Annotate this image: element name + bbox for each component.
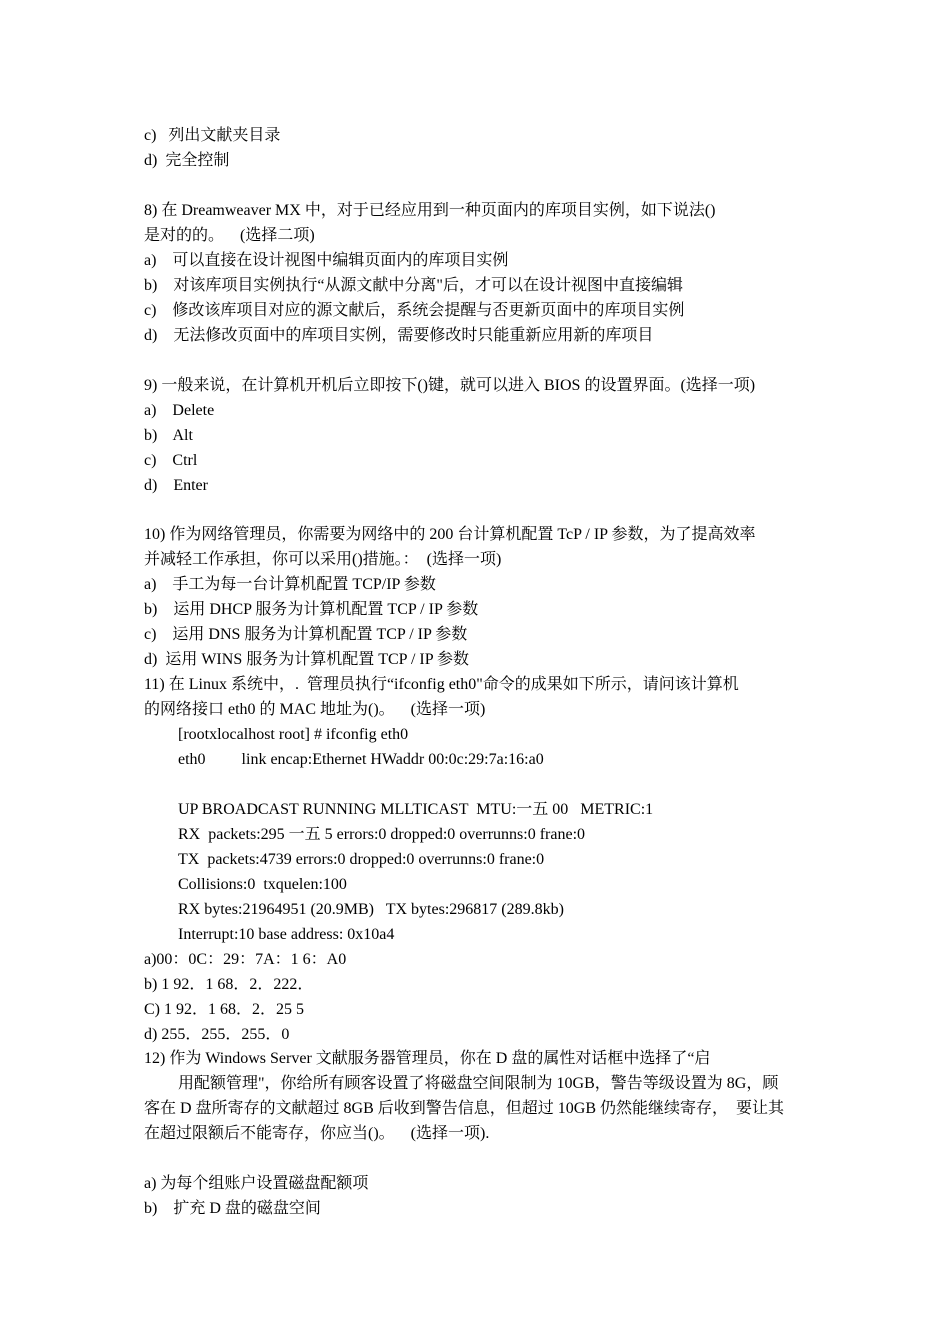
q9-option-b: b) Alt [144,427,193,444]
q10-option-c: c) 运用 DNS 服务为计算机配置 TCP / IP 参数 [144,626,468,643]
q10-option-b: b) 运用 DHCP 服务为计算机配置 TCP / IP 参数 [144,601,479,618]
q8-option-a: a) 可以直接在设计视图中编辑页面内的库项目实例 [144,252,509,269]
question-8-line-1: 8) 在 Dreamweaver MX 中，对于已经应用到一种页面内的库项目实例，如下说法() [144,202,716,219]
q11-option-d: d) 255．255．255．0 [144,1026,290,1043]
q8-option-c: c) 修改该库项目对应的源文献后，系统会提醒与否更新页面中的库项目实例 [144,302,685,319]
option-d: d) 完全控制 [144,152,230,169]
code-line-8: Interrupt:10 base address: 0x10a4 [178,926,395,943]
q8-option-d: d) 无法修改页面中的库项目实例，需要修改时只能重新应用新的库项目 [144,327,654,344]
question-11-line-2: 的网络接口 eth0 的 MAC 地址为()。 (选择一项) [144,701,486,718]
code-line-5: TX packets:4739 errors:0 dropped:0 overrunns:0 frane:0 [178,851,545,868]
q10-option-a: a) 手工为每一台计算机配置 TCP/IP 参数 [144,576,436,593]
q8-option-b: b) 对该库项目实例执行“从源文献中分离"后，才可以在设计视图中直接编辑 [144,277,683,294]
q9-option-c: c) Ctrl [144,452,198,469]
question-12-line-3: 客在 D 盘所寄存的文献超过 8GB 后收到警告信息，但超过 10GB 仍然能继续寄存， 要让其 [144,1100,785,1117]
question-10-line-1: 10) 作为网络管理员，你需要为网络中的 200 台计算机配置 TcP / IP 参数，为了提高效率 [144,526,756,543]
q10-option-d: d) 运用 WINS 服务为计算机配置 TCP / IP 参数 [144,651,470,668]
q12-option-a: a) 为每个组账户设置磁盘配额项 [144,1175,369,1192]
question-9: 9) 一般来说，在计算机开机后立即按下()键，就可以进入 BIOS 的设置界面。(选择一项) [144,377,756,394]
option-c: c) 列出文献夹目录 [144,127,281,144]
code-line-1: [rootxlocalhost root] # ifconfig eth0 [178,726,409,743]
code-line-6: Collisions:0 txquelen:100 [178,876,347,893]
q11-option-a: a)00：0C：29：7A：1 6：A0 [144,951,347,968]
question-11-line-1: 11) 在 Linux 系统中，. 管理员执行“ifconfig eth0"命令的成果如下所示，请问该计算机 [144,676,739,693]
q11-option-b: b) 1 92．1 68．2．222． [144,976,314,993]
code-line-2: eth0 link encap:Ethernet HWaddr 00:0c:29:7a:16:a0 [178,751,544,768]
code-line-7: RX bytes:21964951 (20.9MB) TX bytes:296817 (289.8kb) [178,901,564,918]
q12-option-b: b) 扩充 D 盘的磁盘空间 [144,1200,321,1217]
q9-option-a: a) Delete [144,402,215,419]
question-8-line-2: 是对的的。 (选择二项) [144,227,315,244]
q11-option-c: C) 1 92．1 68．2．25 5 [144,1001,305,1018]
question-12-line-1: 12) 作为 Windows Server 文献服务器管理员，你在 D 盘的属性对话框中选择了“启 [144,1050,711,1067]
code-line-3: UP BROADCAST RUNNING MLLTICAST MTU:一五 00 METRIC:1 [178,801,654,818]
question-10-line-2: 并减轻工作承担，你可以采用()措施。： (选择一项) [144,551,502,568]
question-12-line-2: 用配额管理"，你给所有顾客设置了将磁盘空间限制为 10GB，警告等级设置为 8G，顾 [178,1075,779,1092]
question-12-line-4: 在超过限额后不能寄存，你应当()。 (选择一项). [144,1125,490,1142]
q9-option-d: d) Enter [144,477,208,494]
code-line-4: RX packets:295 一五 5 errors:0 dropped:0 overrunns:0 frane:0 [178,826,586,843]
